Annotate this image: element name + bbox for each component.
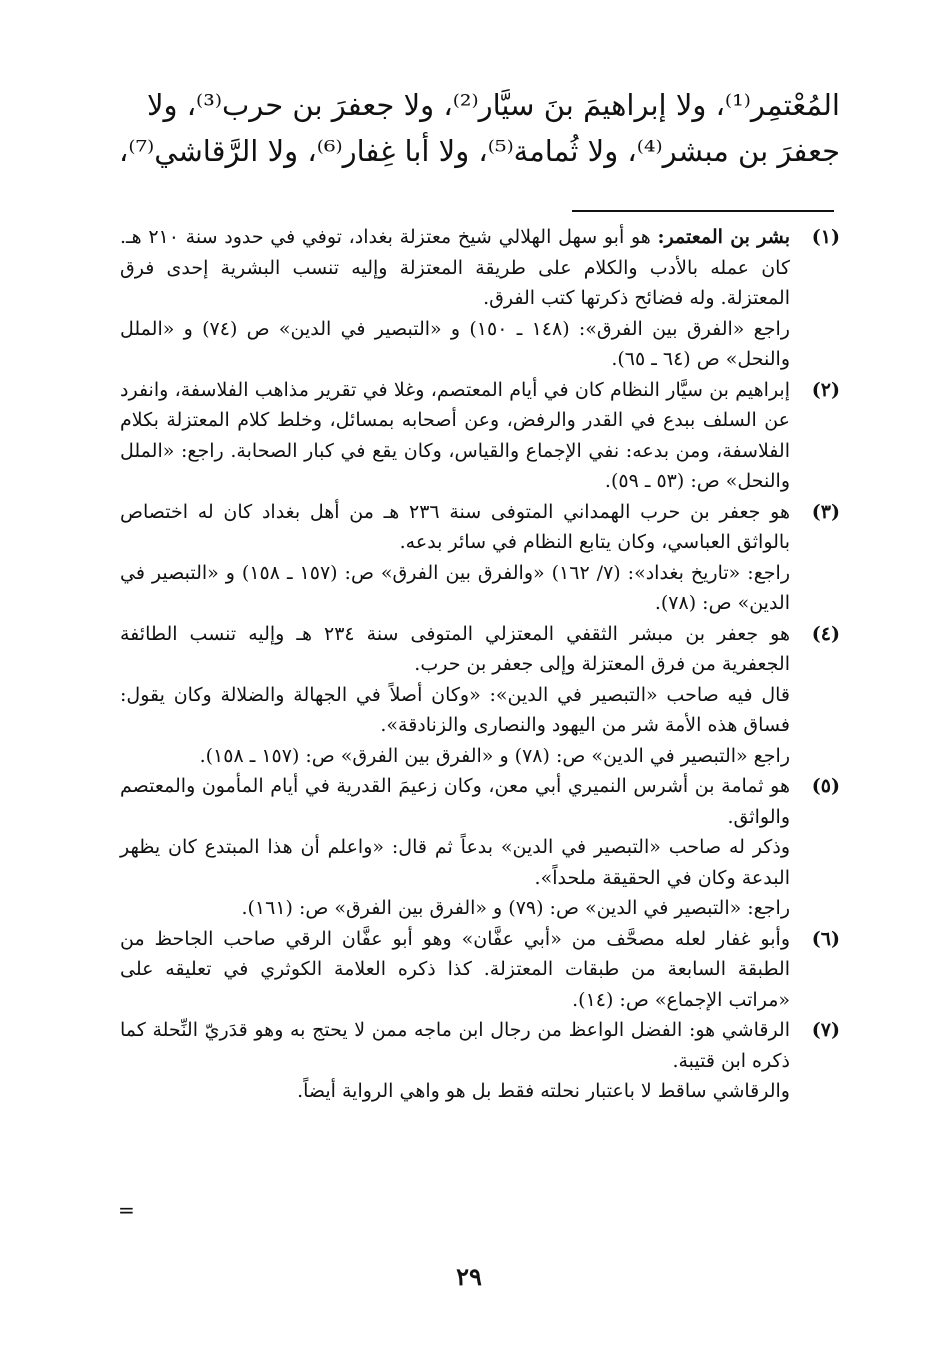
footnote-paragraph: راجع: «تاريخ بغداد»: (٧/ ١٦٢) «والفرق بين الفرق» ص: (١٥٧ ـ ١٥٨) و «التبصير في الدين» ص: (٧٨). <box>120 561 791 614</box>
footnote-paragraph: إبراهيم بن سيَّار النظام كان في أيام المعتصم، وغلا في تقرير مذاهب الفلاسفة، وانفرد عن السلف ببدع في القدر والرفض، وعن أصحابه بمسائل، وخلط كلام المعتزلة بكلام الفلاسفة، ومن بدعه: نفي الإجماع والقياس، وكان يقع في كبار الصحابة. راجع: «الملل والنحل» ص: (٥٣ ـ ٥٩). <box>120 378 790 492</box>
footnote-number: (٣) <box>811 500 840 523</box>
footnote-7 <box>120 1015 840 1107</box>
main-text-line: جعفرَ بن مبشر⁽⁴⁾، ولا ثُمامة⁽⁵⁾، ولا أبا غِفار⁽⁶⁾، ولا الرَّقاشي⁽⁷⁾، <box>119 134 840 168</box>
footnote-number: (٤) <box>811 622 840 645</box>
footnote-paragraph: راجع: «التبصير في الدين» ص: (٧٩) و «الفرق بين الفرق» ص: (١٦١). <box>241 897 790 919</box>
main-text <box>100 82 840 174</box>
footnote-1 <box>120 222 840 375</box>
footnote-number: (٧) <box>811 1019 840 1041</box>
footnote-number: (٦) <box>811 927 840 950</box>
footnote-paragraph: وذكر له صاحب «التبصير في الدين» بدعاً ثم قال: «واعلم أن هذا المبتدع كان يظهر البدعة وكان في الحقيقة ملحداً». <box>120 836 790 889</box>
footnote-3 <box>120 497 840 619</box>
footnote-paragraph: والرقاشي ساقط لا باعتبار نحلته فقط بل هو واهي الرواية أيضاً. <box>297 1080 790 1102</box>
footnote-paragraph: راجع «التبصير في الدين» ص: (٧٨) و «الفرق بين الفرق» ص: (١٥٧ ـ ١٥٨). <box>199 744 790 767</box>
footnote-paragraph: الرقاشي هو: الفضل الواعظ من رجال ابن ماجه ممن لا يحتج به وهو قدَريّ النِّحلة كما ذكره ابن قتيبة. <box>120 1019 790 1072</box>
footnote-number: (١) <box>811 226 840 248</box>
main-text-line: المُعْتمِر⁽¹⁾، ولا إبراهيمَ بنَ سيَّار⁽²⁾، ولا جعفرَ بن حرب⁽³⁾، ولا <box>146 88 840 122</box>
footnote-number: (٢) <box>811 378 840 401</box>
footnote-paragraph: هو جعفر بن حرب الهمداني المتوفى سنة ٢٣٦ هـ من أهل بغداد كان له اختصاص بالواثق العباسي، وكان يتابع النظام في سائر بدعه. <box>120 500 790 553</box>
footnote-4 <box>120 619 840 772</box>
footnote-separator <box>572 210 834 212</box>
footnote-paragraph: راجع «الفرق بين الفرق»: (١٤٨ ـ ١٥٠) و «التبصير في الدين» ص (٧٤) و «الملل والنحل» ص (٦٤ ـ ٦٥). <box>120 317 790 370</box>
footnote-2 <box>120 375 840 497</box>
footnote-subject: بشر بن المعتمر: <box>657 226 790 248</box>
footnote-paragraph: هو ثمامة بن أشرس النميري أبي معن، وكان زعيمَ القدرية في أيام المأمون والمعتصم والواثق. <box>120 775 790 828</box>
footnote-paragraph: هو جعفر بن مبشر الثقفي المعتزلي المتوفى سنة ٢٣٤ هـ وإليه تنسب الطائفة الجعفرية من فرق المعتزلة وإلى جعفر بن حرب. <box>120 622 790 675</box>
continuation-marker: = <box>118 1198 135 1222</box>
footnote-text: هو أبو سهل الهلالي شيخ معتزلة بغداد، توفي في حدود سنة ٢١٠ هـ. كان عمله بالأدب والكلام على طريقة المعتزلة وإليه تنسب البشرية إحدى فرق المعتزلة. وله فضائح ذكرتها كتب الفرق. <box>120 226 791 309</box>
page-number: ٢٩ <box>456 1262 482 1291</box>
footnote-paragraph: وأبو غفار لعله مصحَّف من «أبي عفَّان» وهو أبو عفَّان الرقي صاحب الجاحظ من الطبقة السابعة من طبقات المعتزلة. كذا ذكره العلامة الكوثري في تعليقه على «مراتب الإجماع» ص: (١٤). <box>120 927 790 1011</box>
footnote-number: (٥) <box>811 775 840 797</box>
footnote-paragraph <box>120 222 790 314</box>
footnote-5 <box>120 771 840 924</box>
footnote-paragraph: قال فيه صاحب «التبصير في الدين»: «وكان أصلاً في الجهالة والضلالة وكان يقول: فساق هذه الأمة شر من اليهود والنصارى والزنادقة». <box>120 683 790 736</box>
footnote-6 <box>120 924 840 1016</box>
footnotes <box>120 222 840 1107</box>
